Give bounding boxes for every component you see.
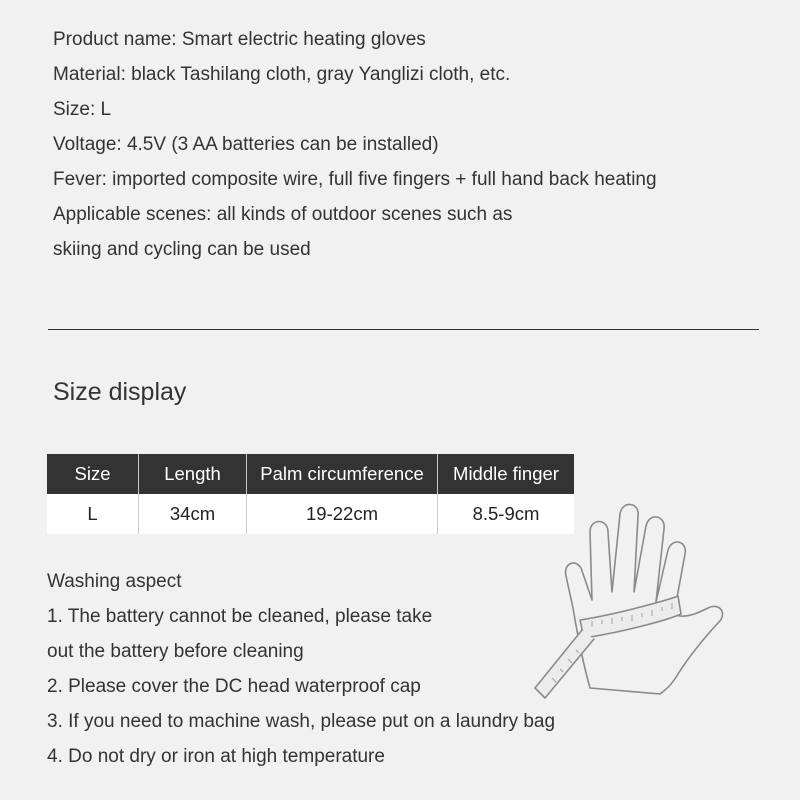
washing-item-3: 3. If you need to machine wash, please put on a laundry bag xyxy=(47,711,556,732)
washing-item-4: 4. Do not dry or iron at high temperature xyxy=(47,746,385,767)
spec-product-name: Product name: Smart electric heating gloves xyxy=(53,29,426,50)
spec-fever: Fever: imported composite wire, full five fingers + full hand back heating xyxy=(53,169,657,190)
cell-middle-finger: 8.5-9cm xyxy=(438,494,575,534)
spec-applicable-scenes: Applicable scenes: all kinds of outdoor scenes such as xyxy=(53,204,513,225)
spec-applicable-scenes-cont: skiing and cycling can be used xyxy=(53,239,311,260)
spec-size: Size: L xyxy=(53,99,112,120)
spec-voltage: Voltage: 4.5V (3 AA batteries can be installed) xyxy=(53,134,439,155)
washing-instructions xyxy=(47,564,555,774)
spec-material: Material: black Tashilang cloth, gray Yanglizi cloth, etc. xyxy=(53,64,511,85)
header-palm-circumference: Palm circumference xyxy=(247,454,438,494)
cell-size: L xyxy=(47,494,139,534)
product-spec-list xyxy=(53,22,657,267)
washing-heading: Washing aspect xyxy=(47,571,182,592)
size-table xyxy=(47,454,574,534)
size-table-header-row xyxy=(47,454,574,494)
washing-item-2: 2. Please cover the DC head waterproof cap xyxy=(47,676,421,697)
header-length: Length xyxy=(139,454,247,494)
cell-length: 34cm xyxy=(139,494,247,534)
header-size: Size xyxy=(47,454,139,494)
cell-palm-circumference: 19-22cm xyxy=(247,494,438,534)
table-row xyxy=(47,494,574,534)
washing-item-1: 1. The battery cannot be cleaned, please take xyxy=(47,606,433,627)
header-middle-finger: Middle finger xyxy=(438,454,575,494)
size-display-title: Size display xyxy=(53,378,187,406)
hand-measuring-tape-icon xyxy=(528,498,738,723)
section-divider xyxy=(48,329,759,330)
washing-item-1-cont: out the battery before cleaning xyxy=(47,641,304,662)
